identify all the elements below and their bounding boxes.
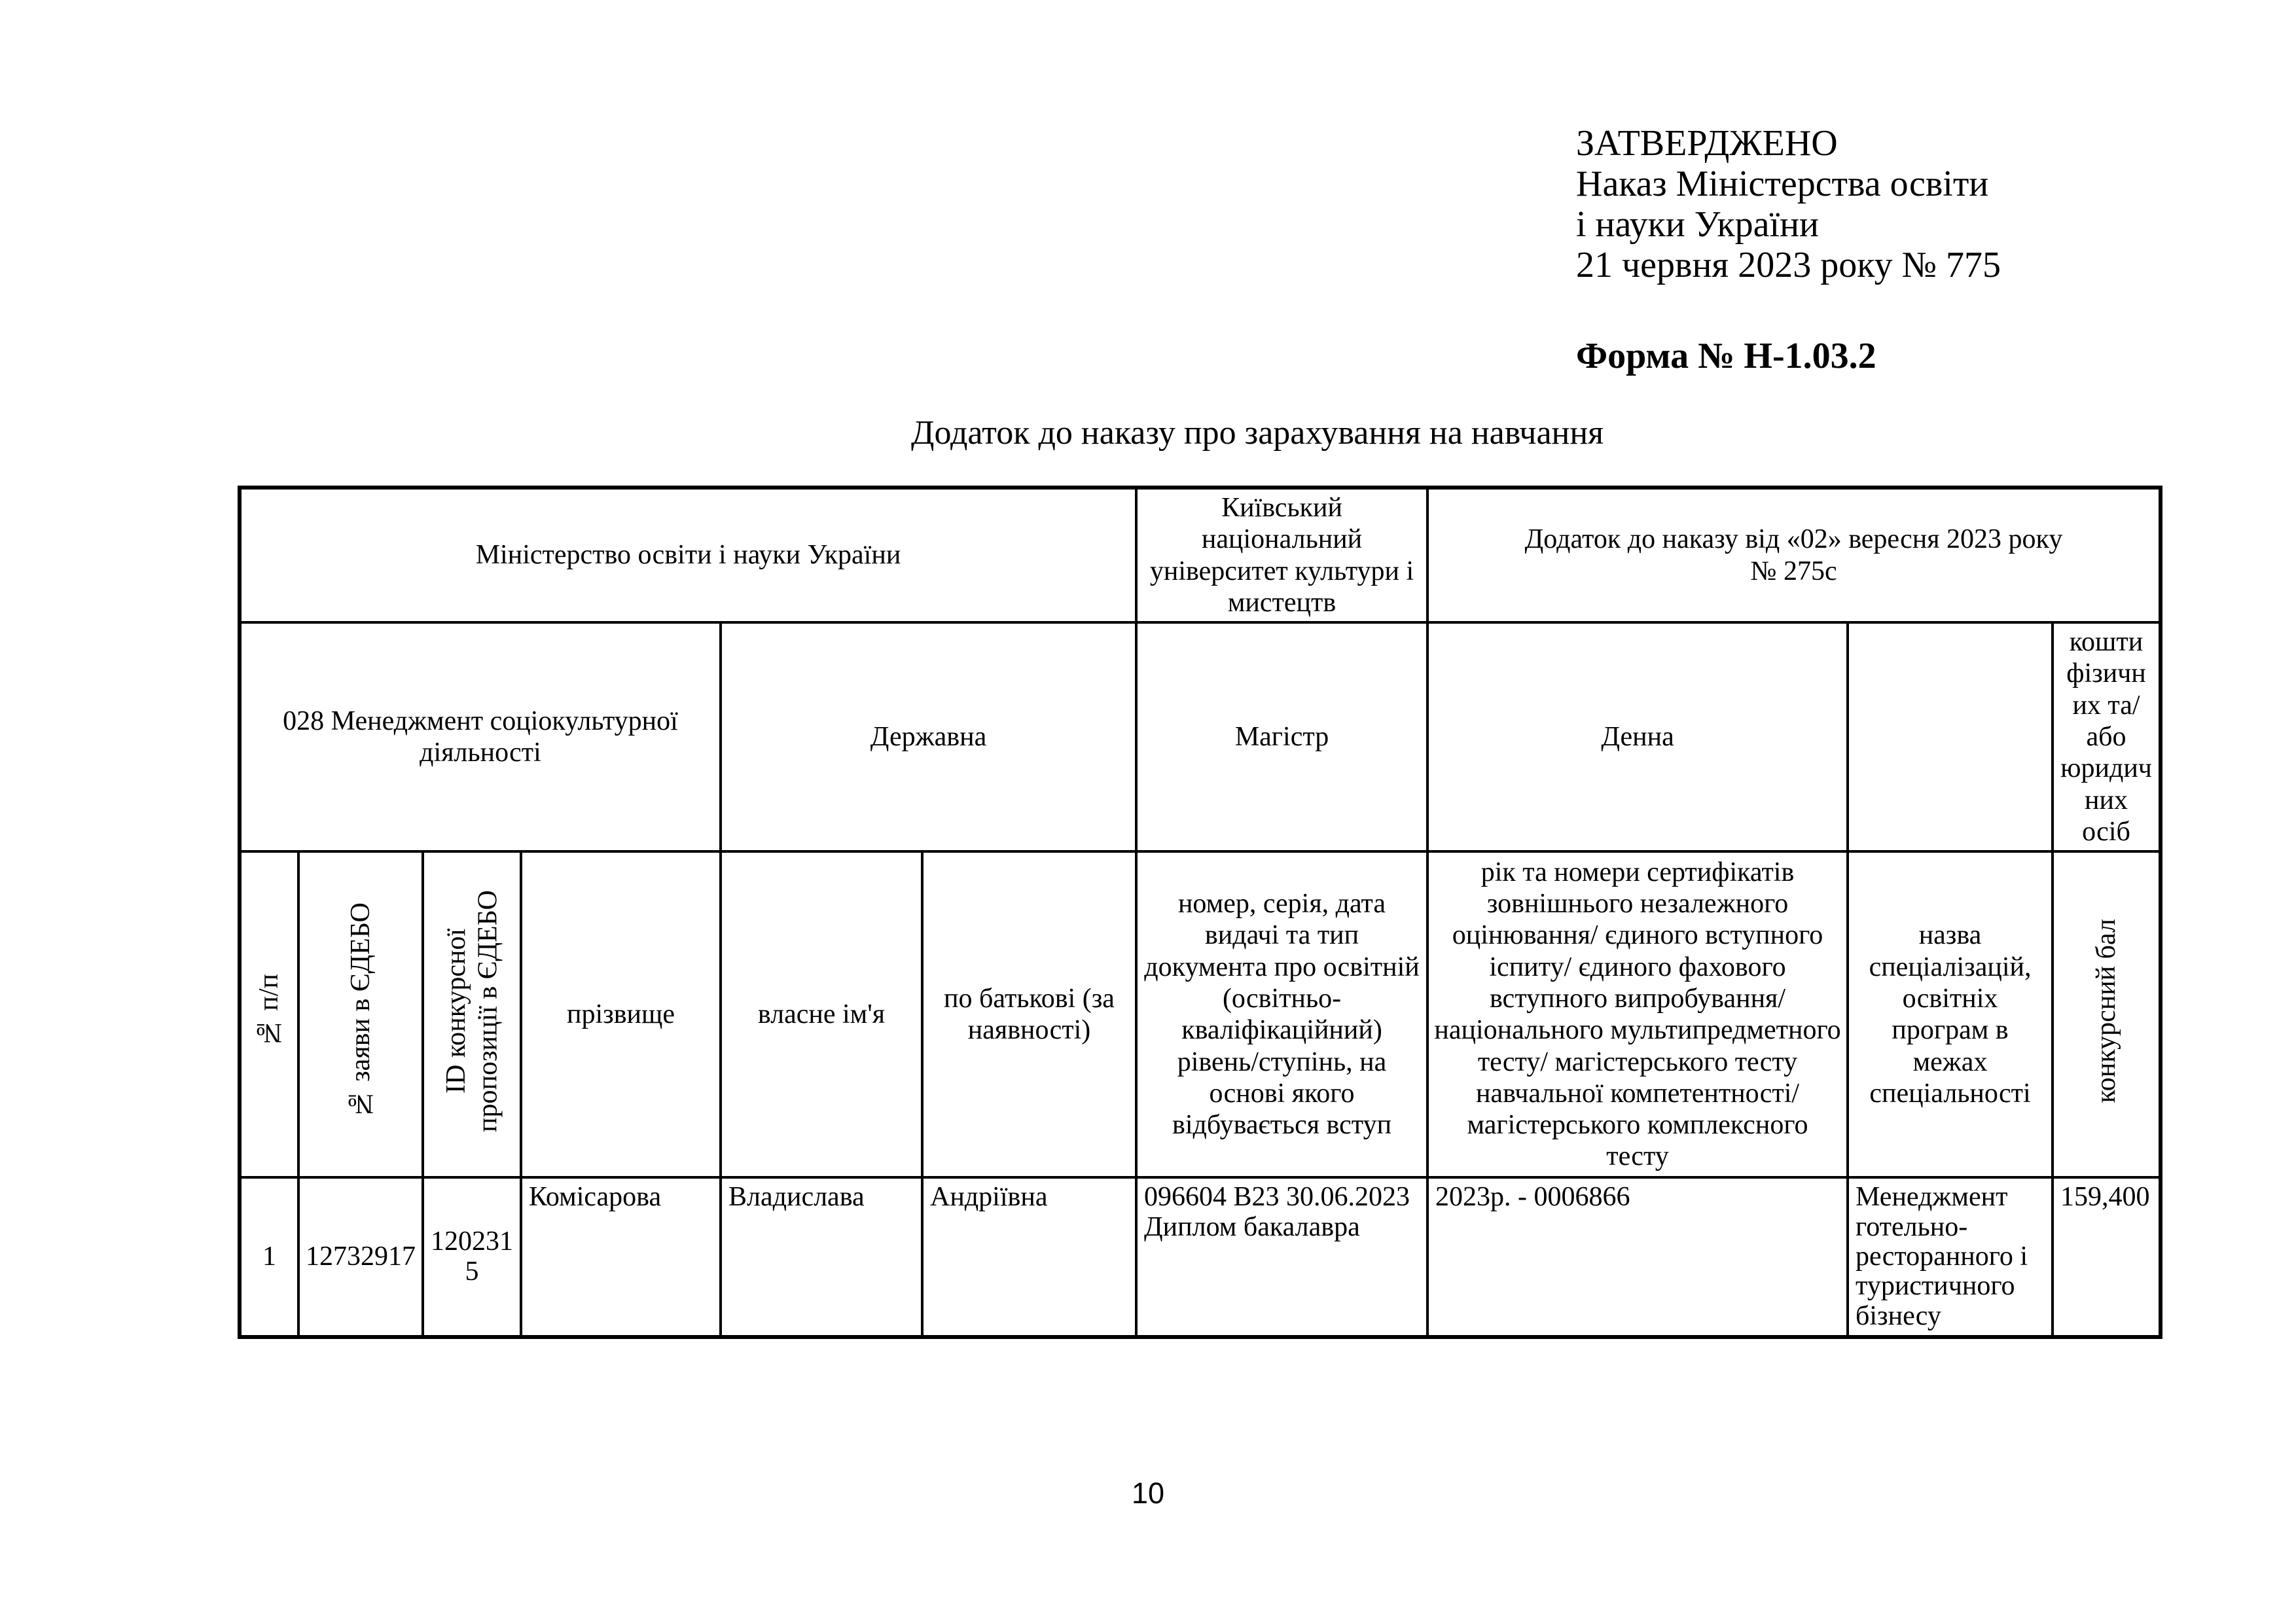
- approval-line-3: і науки України: [1576, 204, 1819, 245]
- order-ref-line-1: Додаток до наказу від «02» вересня 2023 року: [1524, 524, 2063, 555]
- col-header-surname: прізвище: [521, 851, 721, 1177]
- approval-block: [1576, 123, 2001, 285]
- ministry-cell: Міністерство освіти і науки України: [240, 488, 1136, 622]
- col-header-proposal-id-label: ID конкурсної пропозиції в ЄДЕБО: [440, 889, 503, 1132]
- document-cell: 096604 В23 30.06.2023 Диплом бакалавра: [1136, 1177, 1427, 1337]
- funding-cell: Державна: [721, 622, 1136, 851]
- col-header-application-id-label: № заяви в ЄДЕБО: [345, 902, 376, 1119]
- surname-cell: Комісарова: [521, 1177, 721, 1337]
- specialty-cell: 028 Менеджмент соціокультурної діяльності: [240, 622, 721, 851]
- program-row: [240, 622, 2161, 851]
- proposal-id-cell: 1202315: [423, 1177, 521, 1337]
- approval-line-4: 21 червня 2023 року № 775: [1576, 245, 2001, 285]
- col-header-score-label: конкурсний бал: [2090, 918, 2121, 1103]
- col-header-program: назва спеціалізацій, освітніх програм в межах спеціальності: [1848, 851, 2053, 1177]
- university-cell: Київський національний університет культури і мистецтв: [1136, 488, 1427, 622]
- certificates-cell: 2023р. - 0006866: [1427, 1177, 1848, 1337]
- empty-cell: [1848, 622, 2053, 851]
- approval-line-1: ЗАТВЕРДЖЕНО: [1576, 123, 1838, 164]
- table-row: [240, 1177, 2161, 1337]
- study-form-cell: Денна: [1427, 622, 1848, 851]
- form-number: Форма № Н-1.03.2: [1576, 336, 1876, 376]
- page-number: 10: [1131, 1476, 1165, 1510]
- first-name-cell: Владислава: [721, 1177, 922, 1337]
- col-header-proposal-id: [423, 851, 521, 1177]
- col-header-num: [240, 851, 298, 1177]
- column-header-row: [240, 851, 2161, 1177]
- application-id-cell: 12732917: [298, 1177, 423, 1337]
- funds-cell: кошти фізичних та/або юридичних осіб: [2053, 622, 2161, 851]
- patronymic-cell: Андріївна: [922, 1177, 1136, 1337]
- degree-cell: Магістр: [1136, 622, 1427, 851]
- col-header-application-id: [298, 851, 423, 1177]
- col-header-document: номер, серія, дата видачі та тип документа про освітній (освітньо-кваліфікаційний) рівень/ступінь, на основі якого відбувається вступ: [1136, 851, 1427, 1177]
- info-row: [240, 488, 2161, 622]
- order-ref-cell: [1427, 488, 2161, 622]
- col-header-patronymic: по батькові (за наявності): [922, 851, 1136, 1177]
- document-title: Додаток до наказу про зарахування на навчання: [911, 414, 1604, 452]
- enrollment-table: [238, 486, 2162, 1339]
- program-cell: Менеджмент готельно-ресторанного і туристичного бізнесу: [1848, 1177, 2053, 1337]
- col-header-num-label: № п/п: [254, 974, 285, 1048]
- num-cell: 1: [240, 1177, 298, 1337]
- approval-line-2: Наказ Міністерства освіти: [1576, 164, 1989, 204]
- col-header-score: [2053, 851, 2161, 1177]
- col-header-first-name: власне ім'я: [721, 851, 922, 1177]
- score-cell: 159,400: [2053, 1177, 2161, 1337]
- col-header-certificates: рік та номери сертифікатів зовнішнього незалежного оцінювання/ єдиного вступного іспиту/ єдиного фахового вступного випробування/ національного мультипредметного тесту/ магістерського тесту навчальної компетентності/ магістерського комплексного тесту: [1427, 851, 1848, 1177]
- order-ref-line-2: № 275с: [1750, 556, 1837, 586]
